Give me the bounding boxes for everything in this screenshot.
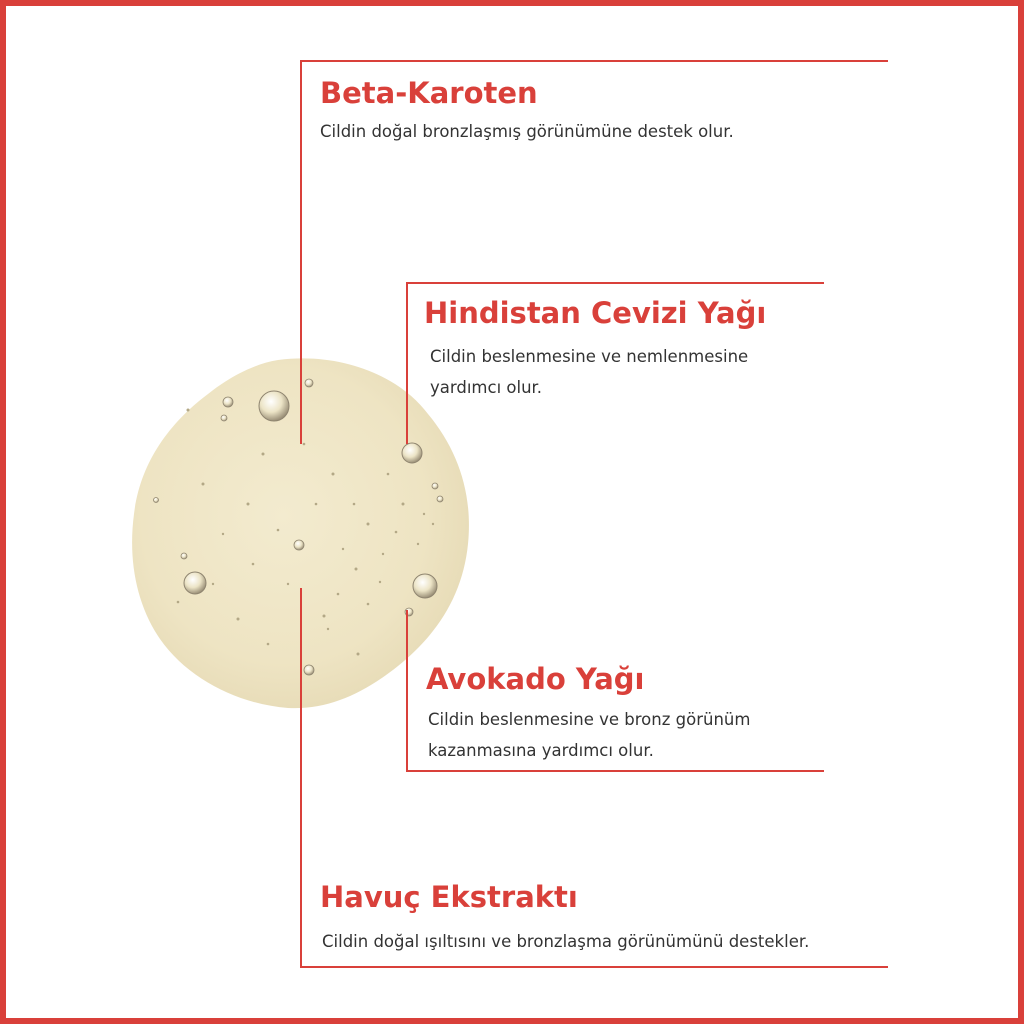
avokado-bottom-rule [406,770,824,772]
ingredient-title-havuc-ekstrakti: Havuç Ekstraktı [320,880,578,914]
havuc-bottom-rule [300,966,888,968]
description-line: Cildin doğal ışıltısını ve bronzlaşma görünümünü destekler. [322,932,810,951]
description-line: Cildin beslenmesine ve bronz görünüm [428,710,751,729]
hindistan-top-rule [406,282,824,284]
havuc-vertical-line [300,588,302,968]
beta-karoten-vertical-line [300,60,302,444]
ingredient-description-beta-karoten [320,116,734,147]
beta-karoten-top-rule [300,60,888,62]
description-line: yardımcı olur. [430,378,543,397]
ingredient-description-hindistan-cevizi-yagi [430,341,748,403]
avokado-vertical-line [406,610,408,772]
ingredient-title-avokado-yagi: Avokado Yağı [426,662,645,696]
description-line: kazanmasına yardımcı olur. [428,741,654,760]
ingredient-description-avokado-yagi [428,704,750,766]
description-line: Cildin beslenmesine ve nemlenmesine [430,347,749,366]
hindistan-vertical-line [406,282,408,444]
ingredient-title-beta-karoten: Beta-Karoten [320,76,538,110]
ingredient-description-havuc-ekstrakti [322,926,809,957]
oil-droplet-image [128,354,488,710]
description-line: Cildin doğal bronzlaşmış görünümüne destek olur. [320,122,734,141]
ingredient-title-hindistan-cevizi-yagi: Hindistan Cevizi Yağı [424,296,767,330]
